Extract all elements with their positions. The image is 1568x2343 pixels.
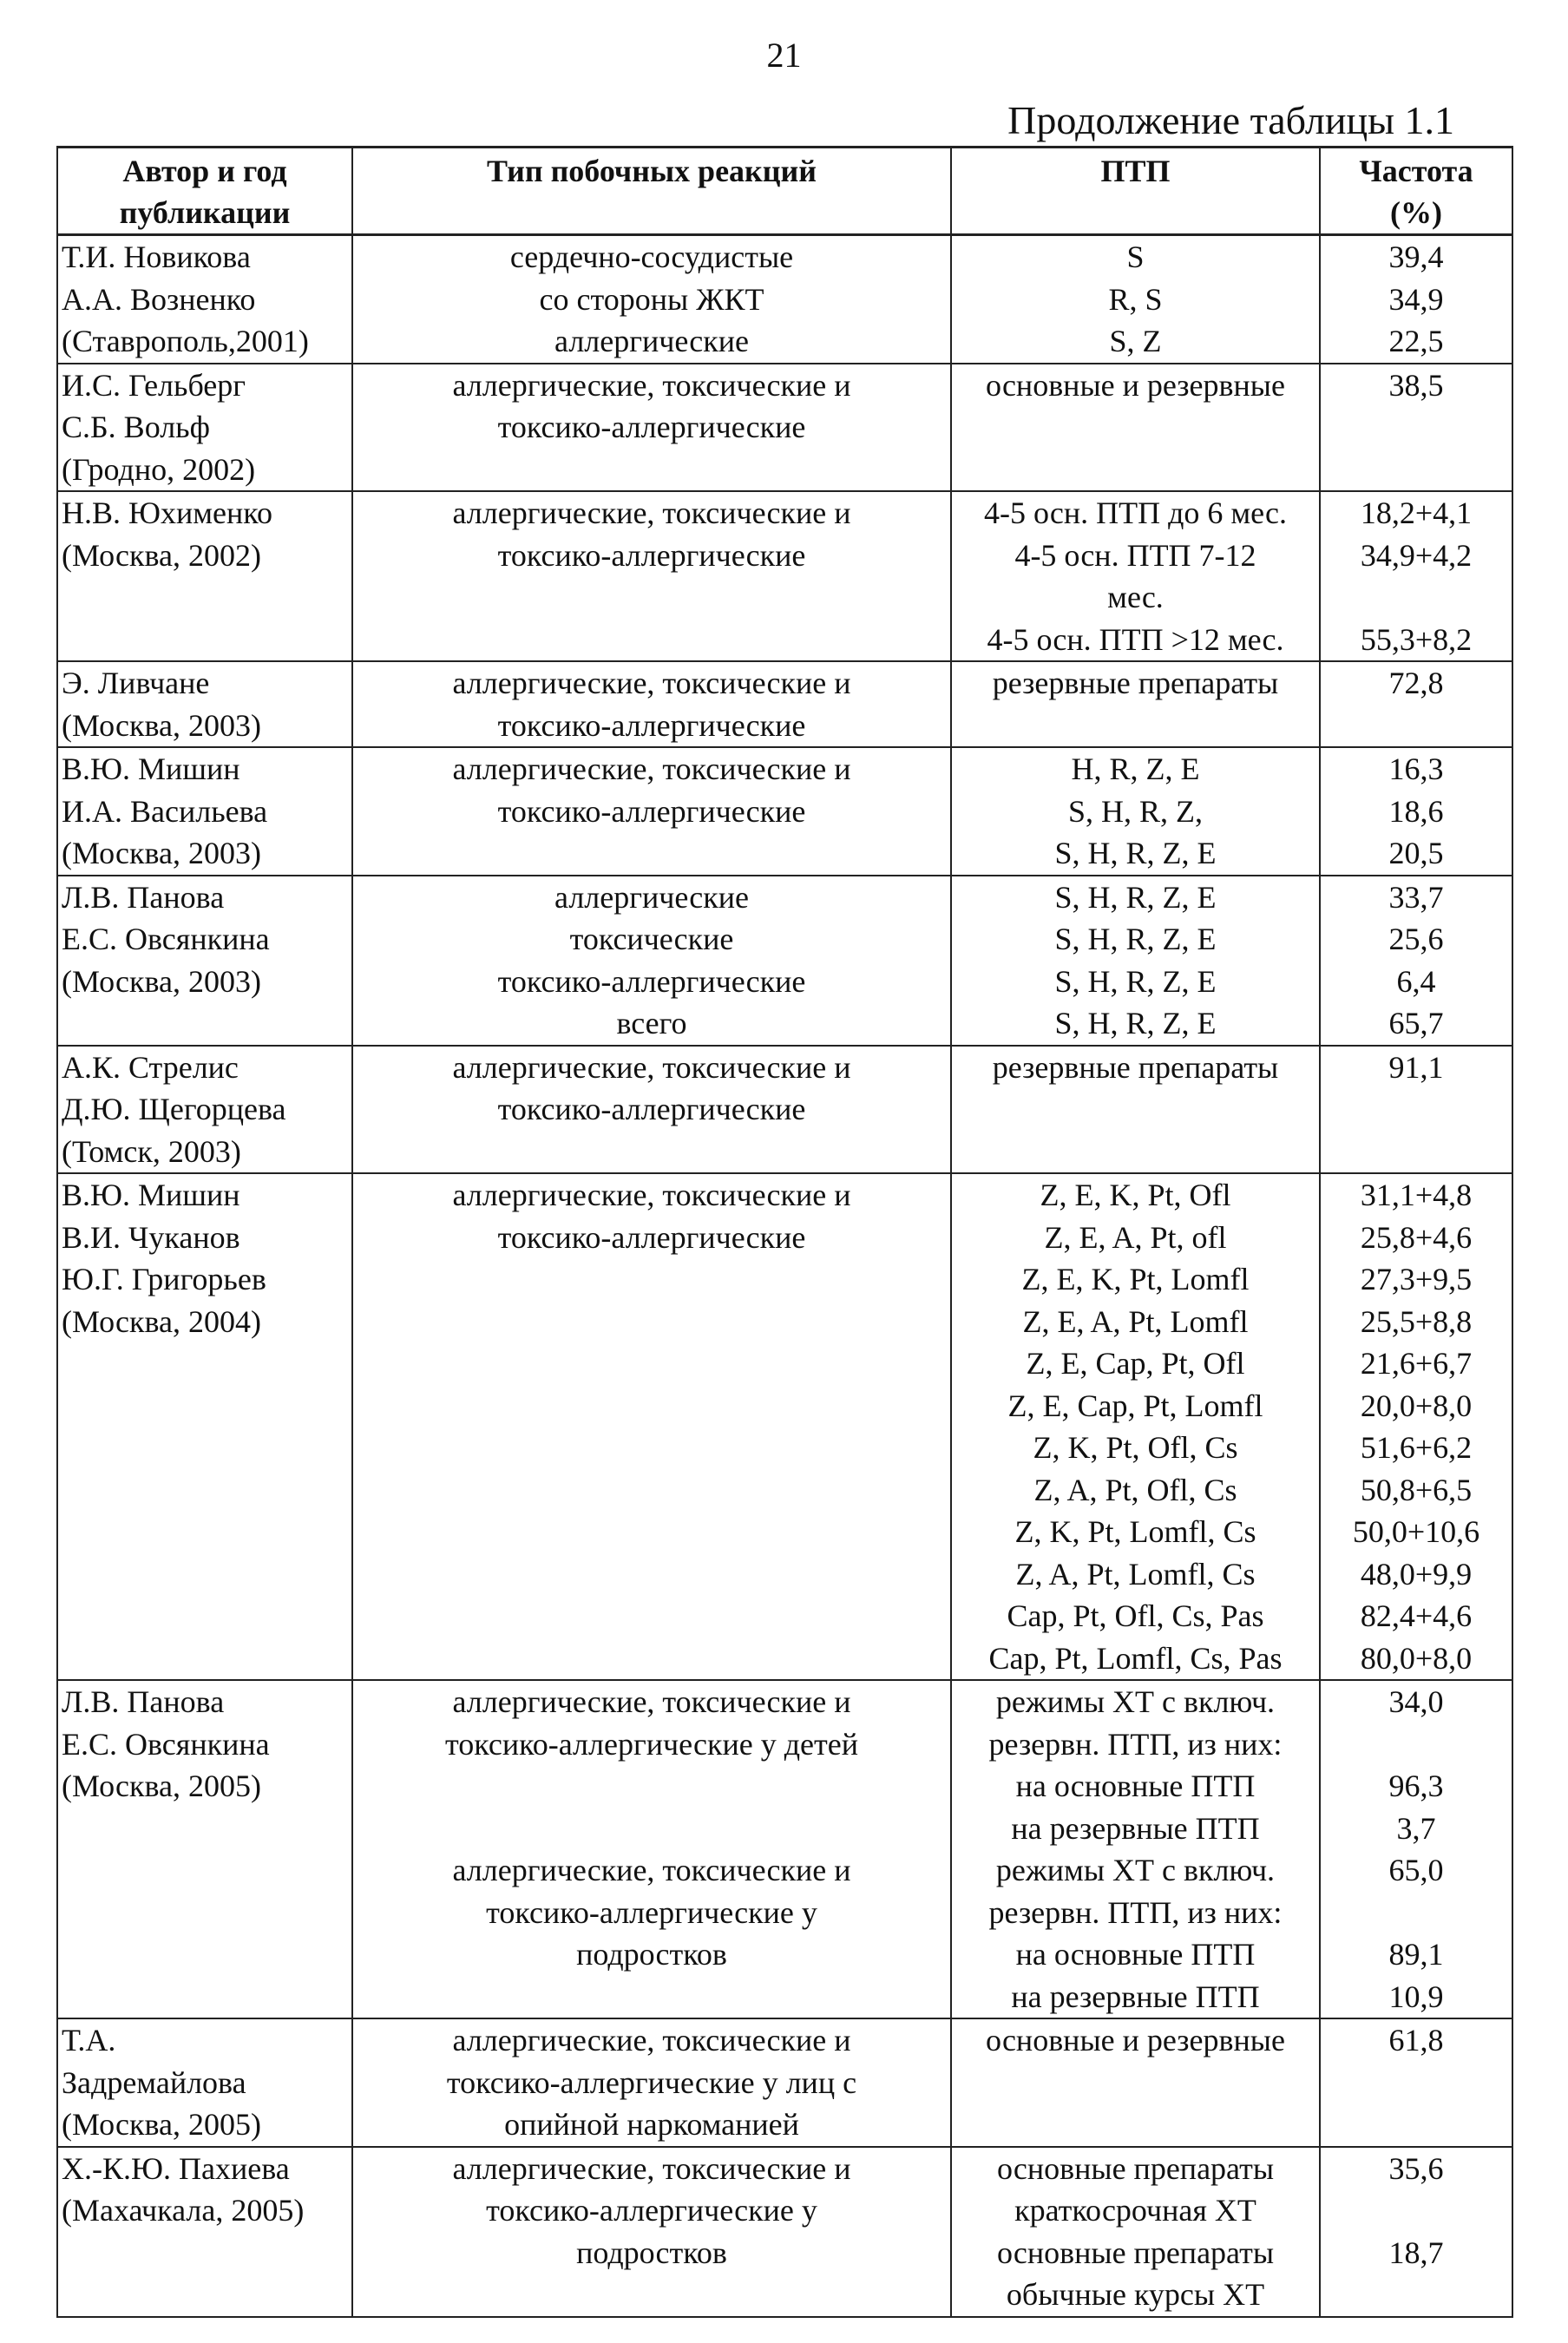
reaction-type-cell-line: подростков [576, 1937, 727, 1972]
frequency-cell-line: 18,6 [1388, 793, 1444, 829]
ptp-cell-line: резервн. ПТП, из них: [988, 1894, 1283, 1930]
reaction-type-cell [352, 235, 951, 364]
author-cell [57, 1046, 352, 1174]
author-cell [57, 1680, 352, 2018]
author-cell-line: Э. Ливчане [62, 666, 210, 700]
ptp-cell-line: Z, K, Pt, Ofl, Cs [1033, 1430, 1238, 1465]
ptp-cell-line: Z, E, K, Pt, Ofl [1040, 1178, 1231, 1212]
frequency-cell-line: 96,3 [1388, 1769, 1444, 1803]
author-cell-line: И.С. Гельберг [62, 367, 246, 403]
ptp-cell-line: S, H, R, Z, E [1054, 836, 1217, 870]
frequency-cell-line: 89,1 [1388, 1937, 1444, 1972]
ptp-cell-line: Z, E, K, Pt, Lomfl [1021, 1262, 1250, 1296]
author-cell [57, 491, 352, 661]
frequency-cell [1320, 1680, 1512, 2018]
author-cell [57, 1173, 352, 1680]
reaction-type-cell-line: аллергические [554, 879, 749, 915]
reaction-type-cell [352, 491, 951, 661]
table-header-row [57, 148, 1512, 235]
frequency-cell-line: 25,6 [1388, 922, 1444, 956]
frequency-cell-line: 65,0 [1388, 1853, 1444, 1887]
author-cell-line: Е.С. Овсянкина [62, 1726, 270, 1762]
reaction-type-cell [352, 2147, 951, 2317]
header-freq-line: (%) [1390, 195, 1442, 230]
reaction-type-cell-line: аллергические, токсические и [452, 751, 851, 786]
ptp-cell [951, 1046, 1320, 1174]
reaction-type-cell-line: токсико-аллергические у лиц с [446, 2064, 857, 2100]
reaction-type-cell-line: токсико-аллергические [497, 707, 806, 743]
reaction-type-cell-line: токсико-аллергические [497, 1219, 806, 1255]
ptp-cell-line: S, H, R, Z, E [1054, 1006, 1217, 1040]
ptp-cell [951, 235, 1320, 364]
reaction-type-cell-line: аллергические [554, 324, 749, 358]
frequency-cell-line: 27,3+9,5 [1360, 1262, 1473, 1296]
author-cell-line: А.А. Возненко [62, 281, 256, 317]
ptp-cell-line: обычные курсы ХТ [1006, 2277, 1265, 2312]
frequency-cell-line: 39,4 [1388, 240, 1444, 274]
ptp-cell-line: на резервные ПТП [1011, 1810, 1260, 1846]
table-row [57, 661, 1512, 747]
page-number: 21 [766, 36, 802, 75]
ptp-cell-line: 4-5 осн. ПТП >12 мес. [987, 621, 1284, 657]
author-cell-line: (Москва, 2002) [62, 537, 261, 573]
frequency-cell [1320, 747, 1512, 876]
author-cell-line: А.К. Стрелис [62, 1049, 239, 1085]
ptp-cell-line: Cap, Pt, Ofl, Cs, Pas [1007, 1598, 1264, 1633]
frequency-cell-line: 21,6+6,7 [1360, 1346, 1473, 1381]
table-row [57, 2018, 1512, 2147]
frequency-cell-line: 18,7 [1388, 2235, 1444, 2270]
frequency-cell-line: 38,5 [1388, 367, 1444, 403]
reaction-type-cell-line: токсико-аллергические у [486, 1894, 817, 1930]
author-cell-line: Н.В. Юхименко [62, 496, 272, 530]
ptp-cell-line: Z, A, Pt, Lomfl, Cs [1015, 1556, 1256, 1592]
frequency-cell [1320, 491, 1512, 661]
frequency-cell [1320, 1173, 1512, 1680]
ptp-cell-line: Z, E, Cap, Pt, Lomfl [1007, 1388, 1263, 1423]
table-row [57, 1680, 1512, 2018]
frequency-cell [1320, 1046, 1512, 1174]
reaction-type-cell [352, 661, 951, 747]
frequency-cell-line: 22,5 [1388, 324, 1444, 358]
ptp-cell-line: Z, E, Cap, Pt, Ofl [1026, 1346, 1245, 1381]
reaction-type-cell-line: аллергические, токсические и [452, 496, 851, 530]
author-cell-line: Л.В. Панова [62, 1684, 225, 1719]
ptp-cell-line: основные и резервные [986, 367, 1285, 403]
header-author-line: публикации [119, 195, 291, 230]
author-cell-line: Ю.Г. Григорьев [62, 1262, 266, 1296]
author-cell-line: Т.А. [62, 2023, 116, 2058]
ptp-cell-line: режимы ХТ с включ. [995, 1684, 1276, 1719]
header-author [57, 148, 352, 235]
reaction-type-cell-line: токсико-аллергические [497, 793, 806, 829]
header-ptp-line: ПТП [1100, 154, 1171, 188]
table-row [57, 876, 1512, 1046]
table-row [57, 364, 1512, 492]
frequency-cell [1320, 876, 1512, 1046]
author-cell-line: (Махачкала, 2005) [62, 2193, 305, 2228]
author-cell-line: (Гродно, 2002) [62, 451, 256, 487]
adverse-reactions-table [56, 146, 1513, 2318]
ptp-cell-line: на основные ПТП [1015, 1937, 1256, 1972]
author-cell-line: С.Б. Вольф [62, 410, 210, 444]
frequency-cell-line: 18,2+4,1 [1360, 496, 1473, 530]
ptp-cell-line: основные препараты [996, 2235, 1275, 2270]
author-cell-line: (Москва, 2003) [62, 836, 261, 870]
reaction-type-cell-line: аллергические, токсические и [452, 1684, 851, 1719]
reaction-type-cell-line: токсико-аллергические [497, 537, 806, 573]
ptp-cell-line: S, Z [1109, 324, 1162, 358]
author-cell [57, 2018, 352, 2147]
reaction-type-cell-line: токсико-аллергические у [486, 2193, 817, 2228]
table-continuation-caption: Продолжение таблицы 1.1 [1007, 98, 1454, 142]
frequency-cell-line: 91,1 [1388, 1049, 1444, 1085]
reaction-type-cell-line: аллергические, токсические и [452, 1853, 851, 1887]
reaction-type-cell-line: сердечно-сосудистые [509, 240, 794, 274]
header-type-line: Тип побочных реакций [486, 154, 817, 188]
frequency-cell-line: 51,6+6,2 [1360, 1430, 1473, 1465]
frequency-cell-line: 50,8+6,5 [1360, 1472, 1473, 1507]
author-cell-line: (Москва, 2005) [62, 1769, 261, 1803]
frequency-cell-line: 31,1+4,8 [1360, 1178, 1473, 1212]
author-cell [57, 2147, 352, 2317]
header-ptp [951, 148, 1320, 235]
ptp-cell-line: Z, K, Pt, Lomfl, Cs [1014, 1514, 1256, 1549]
ptp-cell-line: на основные ПТП [1015, 1769, 1256, 1803]
frequency-cell-line [1324, 576, 1508, 619]
reaction-type-cell-line: аллергические, токсические и [452, 367, 851, 403]
reaction-type-cell-line: токсико-аллергические [497, 410, 806, 444]
header-frequency [1320, 148, 1512, 235]
reaction-type-cell [352, 1046, 951, 1174]
author-cell-line: В.Ю. Мишин [62, 1178, 240, 1212]
ptp-cell-line: режимы ХТ с включ. [995, 1853, 1276, 1887]
ptp-cell-line: S, H, R, Z, E [1054, 922, 1217, 956]
author-cell-line: Д.Ю. Щегорцева [62, 1092, 286, 1126]
ptp-cell-line: S [1126, 240, 1145, 274]
frequency-cell-line: 34,9+4,2 [1360, 537, 1473, 573]
frequency-cell-line: 25,8+4,6 [1360, 1219, 1473, 1255]
author-cell [57, 876, 352, 1046]
ptp-cell [951, 364, 1320, 492]
ptp-cell-line: S, H, R, Z, E [1054, 963, 1217, 999]
ptp-cell-line: резервные препараты [992, 1049, 1279, 1085]
ptp-cell-line: резервн. ПТП, из них: [988, 1726, 1283, 1762]
ptp-cell [951, 876, 1320, 1046]
table-row [57, 747, 1512, 876]
author-cell-line: Задремайлова [62, 2064, 246, 2100]
ptp-cell [951, 1680, 1320, 2018]
ptp-cell [951, 747, 1320, 876]
frequency-cell-line: 20,5 [1388, 836, 1444, 870]
author-cell-line: (Ставрополь,2001) [62, 324, 309, 358]
frequency-cell-line [1324, 1723, 1508, 1766]
reaction-type-cell [352, 1680, 951, 2018]
author-cell-line: В.Ю. Мишин [62, 751, 240, 786]
header-author-line: Автор и год [122, 154, 287, 188]
frequency-cell-line: 33,7 [1388, 879, 1444, 915]
author-cell-line: Х.-К.Ю. Пахиева [62, 2150, 290, 2186]
table-row [57, 1046, 1512, 1174]
reaction-type-cell-line: опийной наркоманией [504, 2107, 799, 2142]
reaction-type-cell-line: со стороны ЖКТ [539, 281, 764, 317]
ptp-cell [951, 661, 1320, 747]
ptp-cell-line: Z, E, A, Pt, Lomfl [1022, 1303, 1249, 1339]
reaction-type-cell [352, 2018, 951, 2147]
table-body [57, 235, 1512, 2317]
reaction-type-cell-line: аллергические, токсические и [452, 1178, 851, 1212]
frequency-cell-line: 16,3 [1388, 751, 1444, 786]
ptp-cell-line: S, H, R, Z, [1067, 793, 1204, 829]
author-cell [57, 747, 352, 876]
frequency-cell-line: 6,4 [1396, 963, 1436, 999]
ptp-cell-line: резервные препараты [992, 666, 1279, 700]
frequency-cell [1320, 661, 1512, 747]
frequency-cell-line: 80,0+8,0 [1360, 1640, 1473, 1676]
author-cell-line: (Москва, 2003) [62, 707, 261, 743]
author-cell-line: Т.И. Новикова [62, 240, 251, 274]
ptp-cell [951, 2147, 1320, 2317]
frequency-cell-line: 61,8 [1388, 2023, 1444, 2058]
frequency-cell [1320, 235, 1512, 364]
table-row [57, 2147, 1512, 2317]
frequency-cell-line: 35,6 [1388, 2150, 1444, 2186]
frequency-cell-line [1324, 2274, 1508, 2316]
reaction-type-cell [352, 364, 951, 492]
author-cell-line: Л.В. Панова [62, 879, 225, 915]
ptp-cell-line: Cap, Pt, Lomfl, Cs, Pas [988, 1640, 1283, 1676]
ptp-cell-line: 4-5 осн. ПТП 7-12 [1014, 537, 1256, 573]
frequency-cell-line: 25,5+8,8 [1360, 1303, 1473, 1339]
reaction-type-cell-line: аллергические, токсические и [452, 1049, 851, 1085]
ptp-cell-line: R, S [1108, 281, 1163, 317]
reaction-type-cell [352, 747, 951, 876]
table-row [57, 235, 1512, 364]
ptp-cell [951, 1173, 1320, 1680]
ptp-cell [951, 491, 1320, 661]
frequency-cell-line: 34,0 [1388, 1684, 1444, 1719]
author-cell [57, 235, 352, 364]
reaction-type-cell [352, 876, 951, 1046]
frequency-cell [1320, 364, 1512, 492]
author-cell-line: (Москва, 2004) [62, 1303, 261, 1339]
frequency-cell-line: 72,8 [1388, 666, 1444, 700]
ptp-cell-line: Z, A, Pt, Ofl, Cs [1033, 1472, 1237, 1507]
frequency-cell-line: 10,9 [1388, 1979, 1444, 2014]
frequency-cell-line: 34,9 [1388, 281, 1444, 317]
reaction-type-cell-line: аллергические, токсические и [452, 666, 851, 700]
reaction-type-cell-line: аллергические, токсические и [452, 2023, 851, 2058]
table-row [57, 491, 1512, 661]
reaction-type-cell-line: токсико-аллергические [497, 963, 806, 999]
ptp-cell-line: мес. [1107, 580, 1164, 614]
reaction-type-cell-line: токсические [569, 922, 734, 956]
ptp-cell-line: 4-5 осн. ПТП до 6 мес. [983, 496, 1288, 530]
header-reaction-type [352, 148, 951, 235]
table-row [57, 1173, 1512, 1680]
ptp-cell-line: основные препараты [996, 2150, 1275, 2186]
ptp-cell [951, 2018, 1320, 2147]
reaction-type-cell-line: подростков [576, 2235, 727, 2270]
frequency-cell-line: 55,3+8,2 [1360, 621, 1473, 657]
frequency-cell-line [1324, 1892, 1508, 1934]
frequency-cell-line: 48,0+9,9 [1360, 1556, 1473, 1592]
reaction-type-cell-line: токсико-аллергические у детей [445, 1726, 858, 1762]
author-cell-line: (Томск, 2003) [62, 1133, 241, 1169]
ptp-cell-line: H, R, Z, E [1071, 751, 1200, 786]
author-cell-line: Е.С. Овсянкина [62, 922, 270, 956]
ptp-cell-line: Z, E, A, Pt, ofl [1044, 1219, 1227, 1255]
author-cell-line: И.А. Васильева [62, 793, 268, 829]
ptp-cell-line: основные и резервные [986, 2023, 1285, 2058]
reaction-type-cell-line: токсико-аллергические [497, 1092, 806, 1126]
frequency-cell-line: 3,7 [1396, 1810, 1436, 1846]
frequency-cell-line: 82,4+4,6 [1360, 1598, 1473, 1633]
author-cell [57, 364, 352, 492]
author-cell [57, 661, 352, 747]
author-cell-line: В.И. Чуканов [62, 1219, 240, 1255]
author-cell-line: (Москва, 2003) [62, 963, 261, 999]
frequency-cell-line: 65,7 [1388, 1006, 1444, 1040]
reaction-type-cell-line [357, 1765, 947, 1808]
reaction-type-cell-line: аллергические, токсические и [452, 2150, 851, 2186]
author-cell-line: (Москва, 2005) [62, 2107, 261, 2142]
reaction-type-cell-line: всего [616, 1006, 687, 1040]
frequency-cell-line: 50,0+10,6 [1352, 1514, 1480, 1549]
frequency-cell [1320, 2147, 1512, 2317]
header-freq-line: Частота [1359, 154, 1473, 188]
reaction-type-cell-line [357, 1808, 947, 1850]
frequency-cell-line [1324, 2189, 1508, 2232]
ptp-cell-line: краткосрочная ХТ [1014, 2193, 1256, 2228]
frequency-cell-line: 20,0+8,0 [1360, 1388, 1473, 1423]
reaction-type-cell [352, 1173, 951, 1680]
ptp-cell-line: на резервные ПТП [1011, 1979, 1260, 2014]
frequency-cell [1320, 2018, 1512, 2147]
ptp-cell-line: S, H, R, Z, E [1054, 879, 1217, 915]
